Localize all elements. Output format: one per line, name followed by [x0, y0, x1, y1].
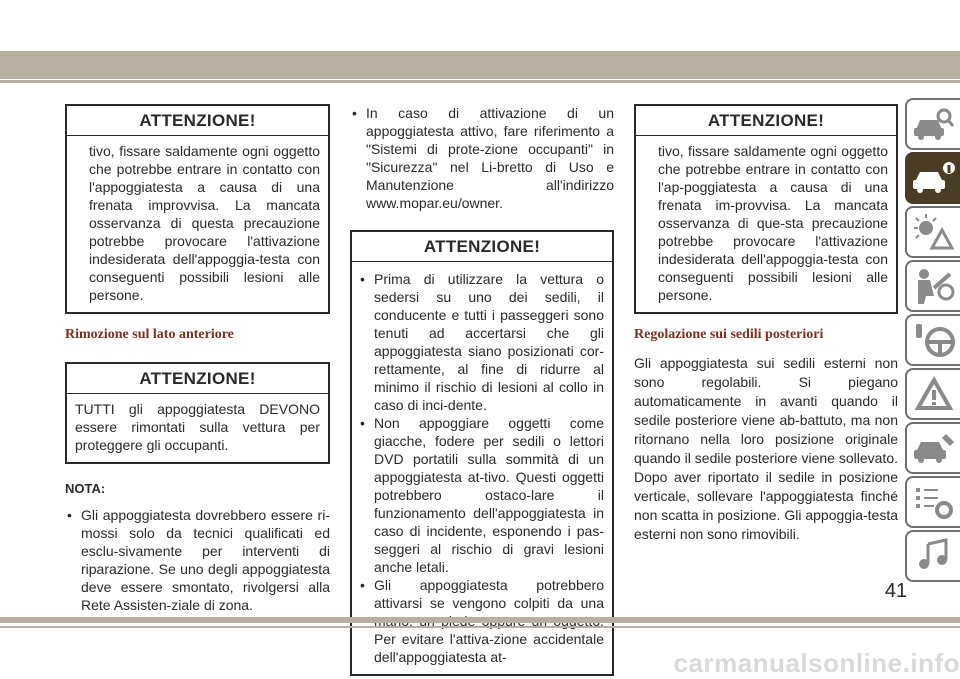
checklist-gear-icon — [912, 482, 956, 522]
road-warning-icon — [912, 374, 956, 414]
warning-text: tivo, fissare saldamente ogni oggetto che potrebbe entrare in contatto con l'ap-poggiatesta a causa di una frenata im-provvisa. La mancata osservanza di que-sta precauzione potrebbe provocare l'attivazione indesiderata dell'appoggia-testa con conseguenti possibili lesioni alle persone. — [658, 143, 888, 303]
car-info-icon — [912, 158, 956, 198]
top-margin — [0, 0, 960, 51]
tab-specifications[interactable] — [905, 476, 960, 528]
page-number: 41 — [884, 580, 908, 602]
bullet-list — [350, 104, 614, 212]
tab-car-info-search[interactable] — [905, 98, 960, 150]
warning-box — [634, 104, 898, 314]
music-location-icon — [912, 536, 956, 576]
body-paragraph: Gli appoggiatesta sui sedili esterni non sono regolabili. Si piegano automaticamente in avanti quando il sedile posteriore viene ab-battuto, ma non ritornano nella loro posizione originale quando il sedile posteriore viene sollevato. Dopo aver riportato il sedile in posizione verticale, sollevare l'appoggiatesta finché non scatta in posizione. Gli appoggia-testa esterni non sono rimovibili. — [634, 355, 898, 542]
section-heading: Regolazione sui sedili posteriori — [634, 327, 824, 342]
tab-safety[interactable] — [905, 260, 960, 312]
nota-label: NOTA: — [65, 481, 106, 496]
steering-wheel-icon — [912, 320, 956, 360]
tab-car-info[interactable] — [905, 152, 960, 204]
warning-text: tivo, fissare saldamente ogni oggetto che potrebbe entrare in contatto con l'appoggiatesta a causa di una frenata improvvisa. La mancata osservanza di questa precauzione potrebbe provocare l'attivazione indesiderata dell'appoggia-testa con conseguenti possibili lesioni alle persone. — [89, 143, 320, 303]
warning-item: • Prima di utilizzare la vettura o sedersi su uno dei sedili, il conducente e tutti i passeggeri sono tenuti ad accertarsi che gli appoggiatesta siano posizionati cor-rettamente, al fine di ridurre al minimo il rischio di lesioni al collo in caso di inci-dente. — [358, 270, 604, 414]
airbag-person-icon — [912, 266, 956, 306]
warning-item: • Gli appoggiatesta potrebbero attivarsi se vengono colpiti da una Per evitare l'attiva-zione accidentale dell'appoggiatesta at- — [358, 576, 604, 666]
warning-title: ATTENZIONE! — [67, 106, 328, 136]
warning-text: TUTTI gli appoggiatesta DEVONO essere rimontati sulla vettura per proteggere gli occupanti. — [75, 401, 320, 453]
column-right — [634, 104, 898, 544]
footer-line — [0, 626, 960, 628]
warning-box — [350, 230, 614, 676]
warning-light-icon — [912, 212, 956, 252]
warning-item: • Non appoggiare oggetti come giacche, fodere per sedili o lettori DVD portatili sulla sommità di un appoggiatesta at-tivo. Questi oggetti potrebbero ostaco-lare il funzionamento dell'appoggiatesta in caso di incidente, esponendo i pas-seggeri al rischio di gravi lesioni anche letali. — [358, 414, 604, 576]
watermark-text: carmanualsonline.info — [673, 648, 960, 678]
nota-list — [65, 506, 330, 614]
tab-warning-lights[interactable] — [905, 206, 960, 258]
car-service-icon — [912, 428, 956, 468]
tab-service[interactable] — [905, 422, 960, 474]
car-info-search-icon — [912, 104, 956, 144]
warning-title: ATTENZIONE! — [67, 364, 328, 394]
tab-multimedia[interactable] — [905, 530, 960, 582]
warning-box — [65, 362, 330, 464]
warning-box — [65, 104, 330, 314]
column-left — [65, 104, 330, 614]
warning-title: ATTENZIONE! — [352, 232, 612, 262]
header-bar — [0, 51, 960, 79]
header-line — [0, 80, 960, 83]
warning-title: ATTENZIONE! — [636, 106, 896, 136]
list-item: • In caso di attivazione di un appoggiatesta attivo, fare riferimento a "Sistemi di prote-zione occupanti" in "Sicurezza" nel Li-bretto di Uso e Manutenzione all'indirizzo www.mopar.eu/owner. — [350, 104, 614, 212]
tab-driving[interactable] — [905, 314, 960, 366]
section-heading: Rimozione sul lato anteriore — [65, 327, 234, 342]
tab-emergency[interactable] — [905, 368, 960, 420]
column-middle — [350, 104, 614, 676]
warning-list — [352, 262, 612, 674]
nota-item: • Gli appoggiatesta dovrebbero essere ri-mossi solo da tecnici qualificati ed esclu-sivamente per interventi di riparazione. Se uno degli appoggiatesta deve essere smontato, rivolgersi alla Rete Assisten-ziale di zona. — [65, 506, 330, 614]
footer-bar — [0, 617, 960, 623]
